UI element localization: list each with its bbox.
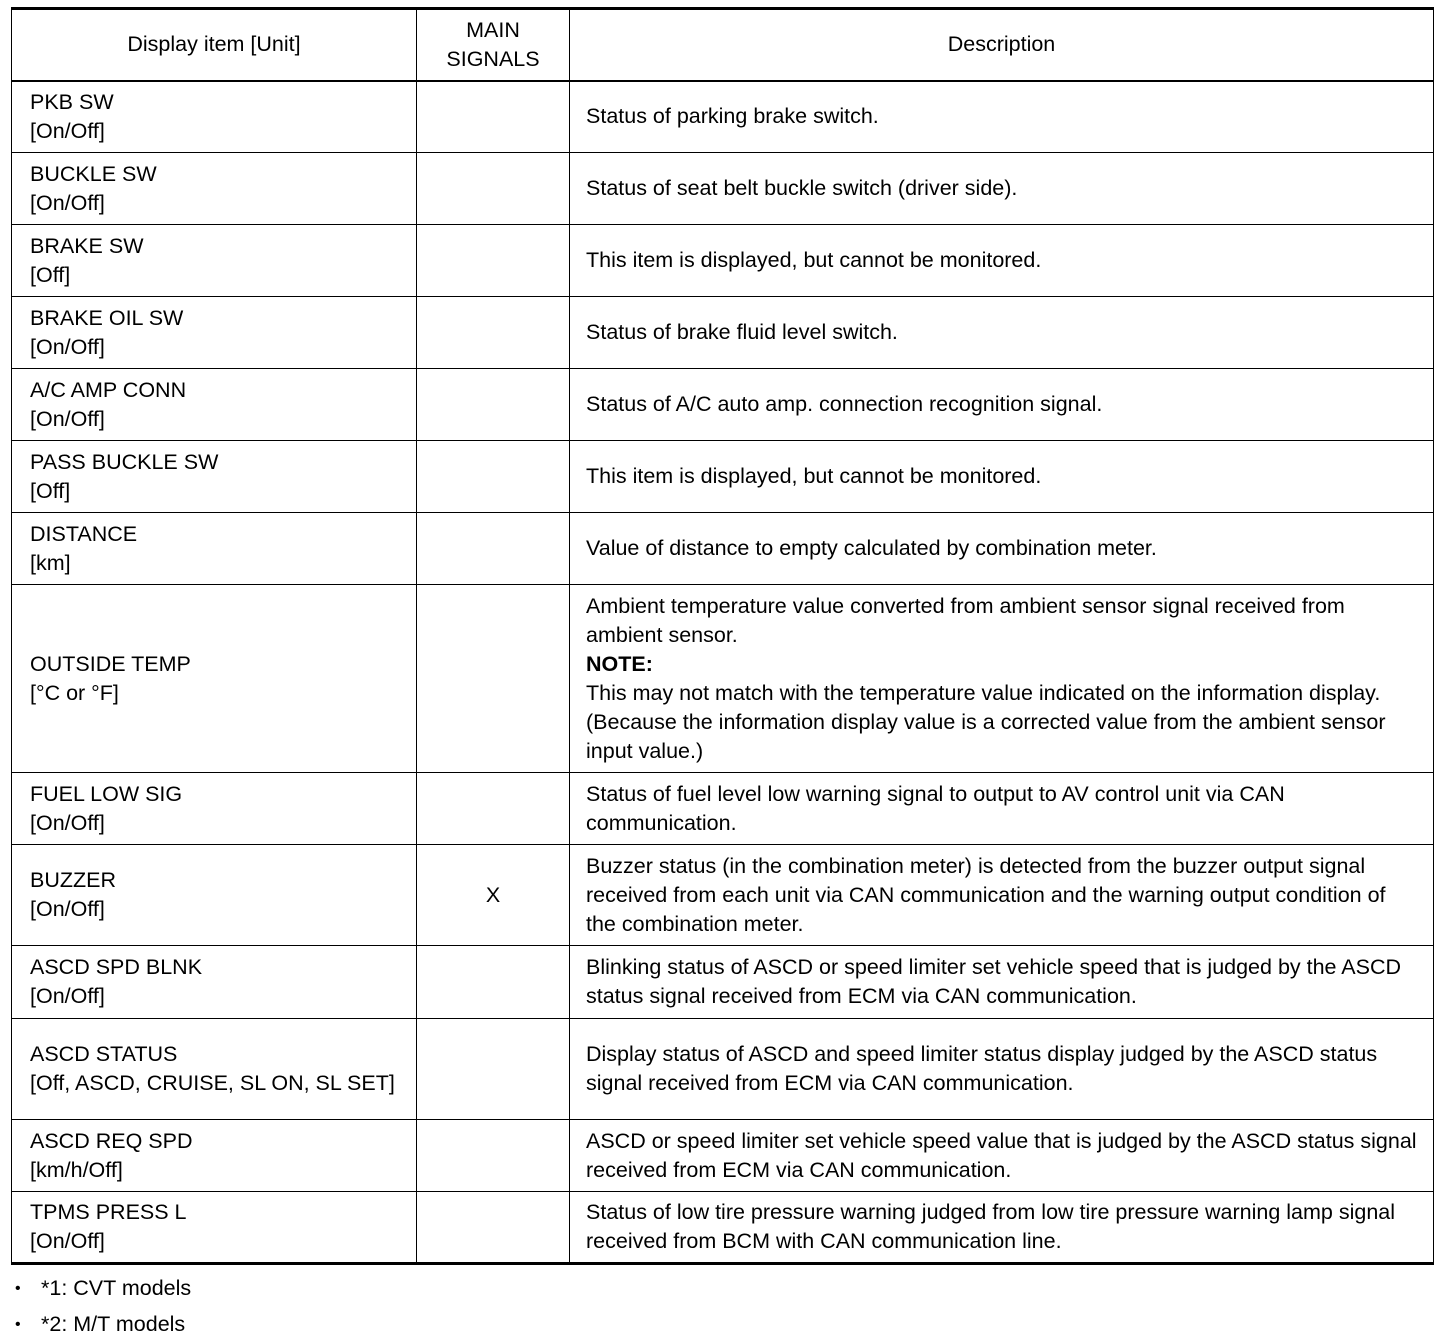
display-item-cell xyxy=(12,225,417,297)
display-item-cell xyxy=(12,946,417,1019)
table-row xyxy=(12,1192,1434,1264)
display-item-unit: [Off] xyxy=(30,478,71,503)
main-signal-cell xyxy=(417,225,570,297)
bullet-icon: • xyxy=(15,1315,21,1333)
bullet-icon: • xyxy=(15,1279,21,1297)
footnote xyxy=(11,1306,1433,1342)
display-item-cell xyxy=(12,297,417,369)
table-header-row xyxy=(12,9,1434,81)
display-item-unit: [On/Off] xyxy=(30,118,105,143)
description-cell: Status of A/C auto amp. connection recognition signal. xyxy=(570,369,1434,441)
description-cell: Status of low tire pressure warning judged from low tire pressure warning lamp signal received from BCM with CAN communication line. xyxy=(570,1192,1434,1264)
display-item-name: BRAKE SW xyxy=(30,233,144,258)
header-description: Description xyxy=(570,9,1434,81)
main-signal-cell xyxy=(417,1192,570,1264)
display-item-name: FUEL LOW SIG xyxy=(30,781,183,806)
display-item-cell xyxy=(12,585,417,773)
display-item-name: TPMS PRESS L xyxy=(30,1200,187,1224)
table-row xyxy=(12,513,1434,585)
display-item-cell xyxy=(12,369,417,441)
main-signal-cell xyxy=(417,369,570,441)
display-item-unit: [On/Off] xyxy=(30,897,105,921)
main-signal-cell: X xyxy=(417,845,570,946)
display-item-unit: [On/Off] xyxy=(30,1229,105,1253)
header-main-signals-line1: MAIN xyxy=(466,17,520,42)
note-text: This may not match with the temperature value indicated on the information display. (Because the information display value is a corrected value from the ambient sensor input value.) xyxy=(586,680,1386,763)
main-signal-cell xyxy=(417,297,570,369)
display-item-cell xyxy=(12,1120,417,1192)
description-cell: Blinking status of ASCD or speed limiter set vehicle speed that is judged by the ASCD status signal received from ECM via CAN communication. xyxy=(570,946,1434,1019)
display-item-name: PKB SW xyxy=(30,89,114,114)
table-row xyxy=(12,153,1434,225)
display-item-unit: [°C or °F] xyxy=(30,680,119,705)
main-signal-cell xyxy=(417,585,570,773)
display-item-name: ASCD STATUS xyxy=(30,1042,178,1066)
main-signal-cell xyxy=(417,513,570,585)
description-cell xyxy=(570,585,1434,773)
display-item-unit: [km] xyxy=(30,550,71,575)
description-cell: Display status of ASCD and speed limiter status display judged by the ASCD status signal received from ECM via CAN communication. xyxy=(570,1019,1434,1120)
display-item-unit: [km/h/Off] xyxy=(30,1157,123,1182)
header-display-item: Display item [Unit] xyxy=(12,9,417,81)
main-signal-cell xyxy=(417,441,570,513)
display-item-unit: [Off, ASCD, CRUISE, SL ON, SL SET] xyxy=(30,1071,395,1095)
display-item-name: DISTANCE xyxy=(30,521,138,546)
table-row xyxy=(12,773,1434,845)
main-signal-cell xyxy=(417,1120,570,1192)
display-item-unit: [On/Off] xyxy=(30,334,105,359)
footnote-text: *2: M/T models xyxy=(41,1311,186,1336)
footnote-text: *1: CVT models xyxy=(41,1275,192,1300)
main-signal-cell xyxy=(417,946,570,1019)
main-signal-cell xyxy=(417,773,570,845)
table-row xyxy=(12,585,1434,773)
description-cell: Status of brake fluid level switch. xyxy=(570,297,1434,369)
table-row xyxy=(12,845,1434,946)
display-item-name: OUTSIDE TEMP xyxy=(30,651,191,676)
display-item-unit: [On/Off] xyxy=(30,190,105,215)
table-row xyxy=(12,946,1434,1019)
main-signal-cell xyxy=(417,153,570,225)
display-item-table xyxy=(11,7,1434,1265)
display-item-cell xyxy=(12,845,417,946)
footnotes xyxy=(11,1270,1433,1342)
header-main-signals-line2: SIGNALS xyxy=(446,46,540,71)
display-item-unit: [On/Off] xyxy=(30,810,105,835)
display-item-unit: [On/Off] xyxy=(30,984,105,1008)
description-text: Ambient temperature value converted from ambient sensor signal received from ambient sensor. xyxy=(586,593,1345,647)
description-cell: Status of parking brake switch. xyxy=(570,81,1434,153)
display-item-cell xyxy=(12,81,417,153)
display-item-name: BRAKE OIL SW xyxy=(30,305,184,330)
main-signal-cell xyxy=(417,81,570,153)
display-item-cell xyxy=(12,441,417,513)
display-item-cell xyxy=(12,153,417,225)
description-cell: Status of fuel level low warning signal to output to AV control unit via CAN communication. xyxy=(570,773,1434,845)
table-row xyxy=(12,297,1434,369)
display-item-cell xyxy=(12,513,417,585)
description-cell: This item is displayed, but cannot be monitored. xyxy=(570,441,1434,513)
display-item-unit: [Off] xyxy=(30,262,71,287)
display-item-name: BUCKLE SW xyxy=(30,161,157,186)
table-row xyxy=(12,1019,1434,1120)
main-signal-cell xyxy=(417,1019,570,1120)
table-row xyxy=(12,81,1434,153)
footnote xyxy=(11,1270,1433,1306)
description-cell: Status of seat belt buckle switch (driver side). xyxy=(570,153,1434,225)
description-cell: ASCD or speed limiter set vehicle speed value that is judged by the ASCD status signal received from ECM via CAN communication. xyxy=(570,1120,1434,1192)
table-row xyxy=(12,225,1434,297)
note-label: NOTE: xyxy=(586,651,653,676)
display-item-cell xyxy=(12,1192,417,1264)
display-item-cell xyxy=(12,1019,417,1120)
display-item-name: ASCD SPD BLNK xyxy=(30,955,203,979)
display-item-unit: [On/Off] xyxy=(30,406,105,431)
header-main-signals xyxy=(417,9,570,81)
display-item-name: A/C AMP CONN xyxy=(30,377,187,402)
description-cell: Value of distance to empty calculated by combination meter. xyxy=(570,513,1434,585)
display-item-cell xyxy=(12,773,417,845)
table-row xyxy=(12,1120,1434,1192)
display-item-name: PASS BUCKLE SW xyxy=(30,449,219,474)
display-item-name: BUZZER xyxy=(30,868,116,892)
description-cell: Buzzer status (in the combination meter) is detected from the buzzer output signal received from each unit via CAN communication and the warning output condition of the combination meter. xyxy=(570,845,1434,946)
document xyxy=(11,7,1433,1342)
display-item-name: ASCD REQ SPD xyxy=(30,1128,193,1153)
description-cell: This item is displayed, but cannot be monitored. xyxy=(570,225,1434,297)
table-row xyxy=(12,441,1434,513)
table-row xyxy=(12,369,1434,441)
